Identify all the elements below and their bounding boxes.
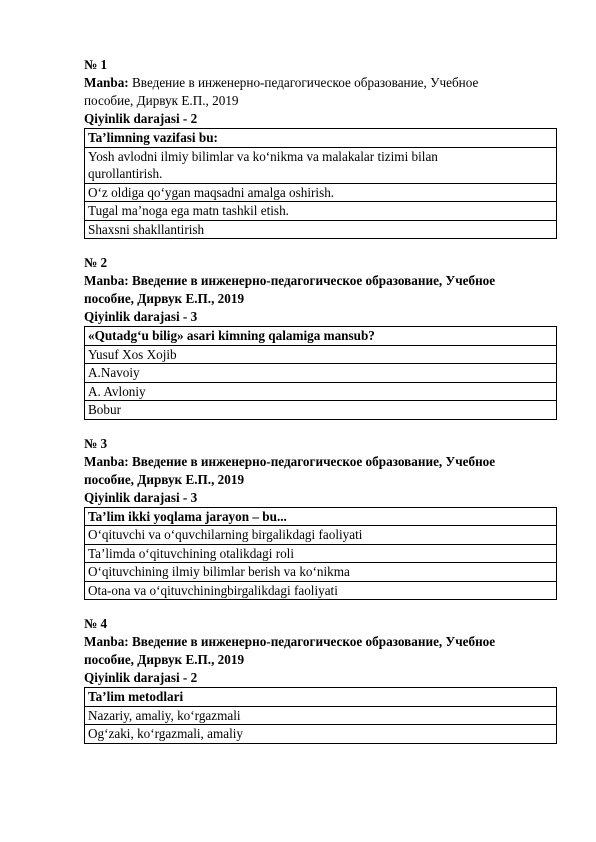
source-text-continued: пособие, Дирвук Е.П., 2019	[84, 291, 245, 306]
source-text-continued: пособие, Дирвук Е.П., 2019	[84, 471, 245, 487]
source-line	[84, 74, 554, 92]
source-text: Введение в инженерно-педагогическое образование, Учебное	[132, 273, 496, 288]
question-block	[84, 254, 554, 420]
answer-option: A. Avloniy	[85, 382, 557, 401]
source-label: Manba:	[84, 273, 129, 288]
answer-option: Shaxsni shakllantirish	[85, 220, 557, 239]
source-text-continued: пособие, Дирвук Е.П., 2019	[84, 652, 245, 667]
answer-option: Bobur	[85, 401, 557, 420]
answer-option: Tugal ma’noga ega matn tashkil etish.	[85, 202, 557, 221]
answer-table	[84, 128, 557, 239]
source-text: Введение в инженерно-педагогическое образование, Учебное	[132, 75, 479, 90]
source-text-continued: пособие, Дирвук Е.П., 2019	[84, 93, 239, 108]
difficulty-level: Qiyinlik darajasi - 2	[84, 670, 198, 685]
question-text: «Qutadg‘u bilig» asari kimning qalamiga mansub?	[85, 327, 557, 346]
document-page	[84, 56, 554, 759]
answer-option: Nazariy, amaliy, ko‘rgazmali	[85, 706, 557, 725]
source-line	[84, 633, 554, 651]
difficulty-level: Qiyinlik darajasi - 3	[84, 489, 198, 505]
question-text: Ta’lim ikki yoqlama jarayon – bu...	[85, 507, 557, 526]
source-label: Manba:	[84, 453, 129, 469]
answer-table	[84, 507, 557, 601]
question-text: Ta’limning vazifasi bu:	[85, 129, 557, 148]
difficulty-level: Qiyinlik darajasi - 3	[84, 309, 198, 324]
answer-option: Og‘zaki, ko‘rgazmali, amaliy	[85, 725, 557, 744]
source-line	[84, 453, 554, 471]
source-text: Введение в инженерно-педагогическое образование, Учебное	[132, 453, 496, 469]
question-text: Ta’lim metodlari	[85, 688, 557, 707]
question-block	[84, 435, 554, 601]
source-line	[84, 272, 554, 290]
question-number: № 4	[84, 616, 108, 631]
source-label: Manba:	[84, 634, 129, 649]
question-number: № 3	[84, 435, 108, 451]
question-number: № 1	[84, 57, 108, 72]
source-text: Введение в инженерно-педагогическое образование, Учебное	[132, 634, 496, 649]
answer-option: O‘qituvchi va o‘quvchilarning birgalikdagi faoliyati	[85, 526, 557, 545]
difficulty-level: Qiyinlik darajasi - 2	[84, 111, 198, 126]
question-block	[84, 615, 554, 744]
answer-option: O‘qituvchining ilmiy bilimlar berish va ko‘nikma	[85, 563, 557, 582]
source-label: Manba:	[84, 75, 129, 90]
answer-option: A.Navoiy	[85, 364, 557, 383]
question-number: № 2	[84, 255, 108, 270]
answer-option: Yusuf Xos Xojib	[85, 345, 557, 364]
question-block	[84, 56, 554, 239]
answer-table	[84, 326, 557, 420]
answer-option: Ta’limda o‘qituvchining otalikdagi roli	[85, 544, 557, 563]
answer-table	[84, 687, 557, 744]
answer-option: O‘z oldiga qo‘ygan maqsadni amalga oshirish.	[85, 183, 557, 202]
answer-option: Yosh avlodni ilmiy bilimlar va ko‘nikma va malakalar tizimi bilan qurollantirish.	[85, 147, 557, 183]
answer-option: Ota-ona va o‘qituvchiningbirgalikdagi faoliyati	[85, 581, 557, 600]
